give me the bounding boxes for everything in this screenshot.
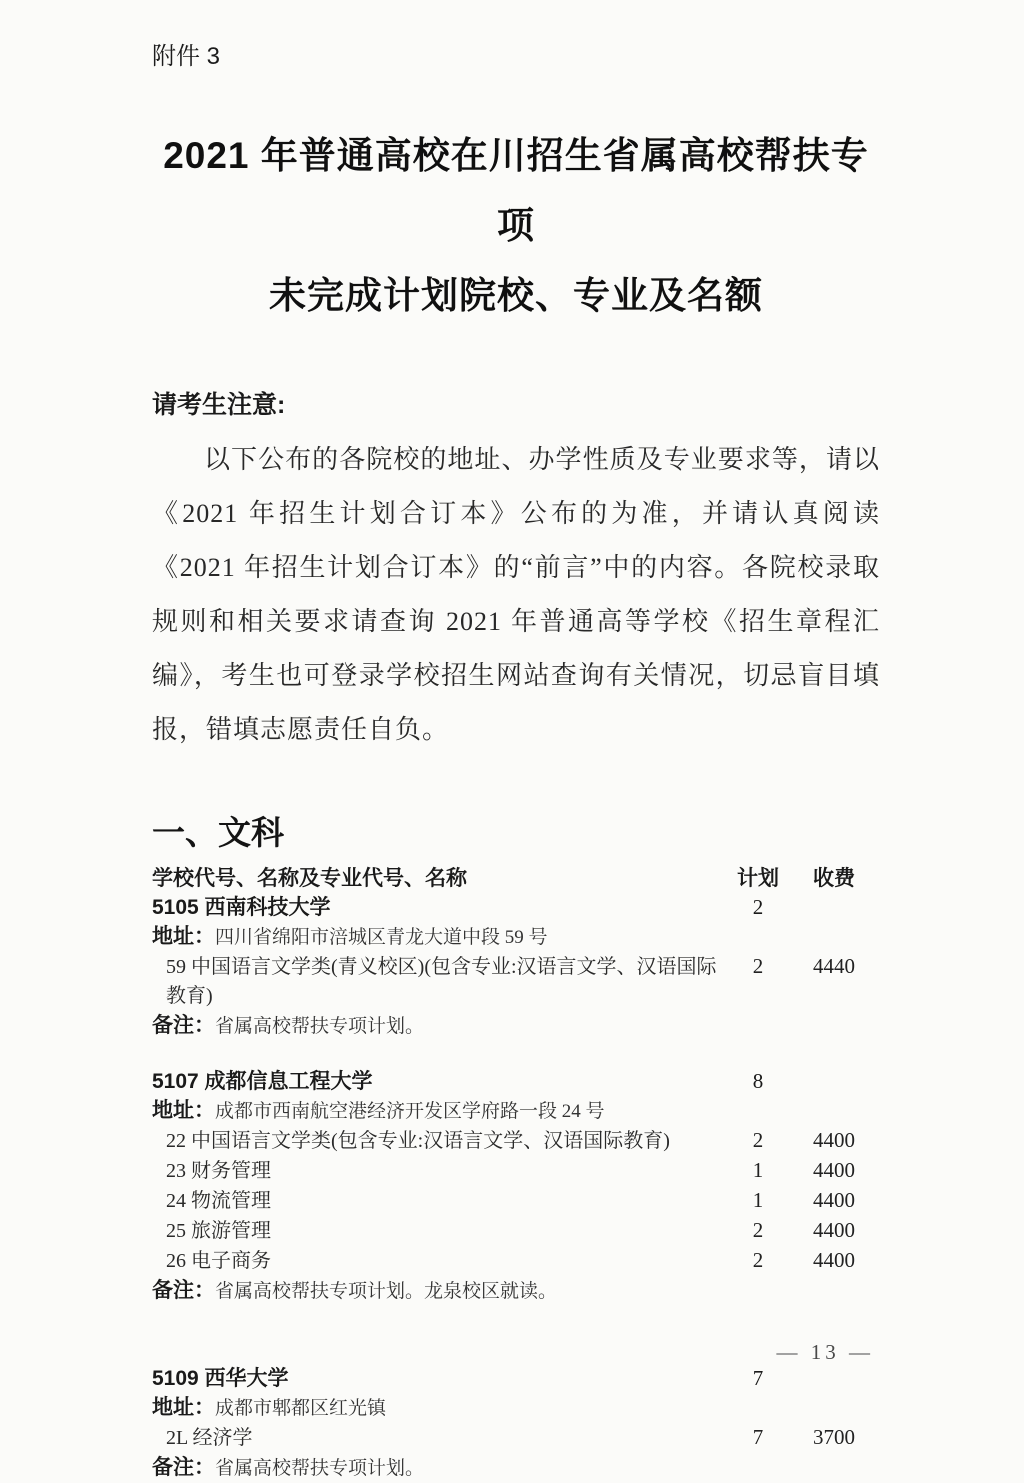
major-name: 电子商务: [191, 1250, 271, 1272]
major-code: 25: [166, 1220, 186, 1242]
major-code: 26: [166, 1250, 186, 1272]
school-row: [152, 893, 880, 922]
note-row: [152, 1453, 880, 1483]
major-plan: 1: [752, 1188, 764, 1212]
school-block-5109: [152, 1364, 880, 1483]
note-row: [152, 1276, 880, 1306]
major-name: 经济学: [192, 1427, 253, 1449]
address-value: 成都市郫都区红光镇: [215, 1398, 387, 1419]
major-name: 中国语言文学类(青义校区)(包含专业:汉语言文学、汉语国际教育): [166, 956, 717, 1007]
document-title-line2: 未完成计划院校、专业及名额: [269, 275, 763, 316]
major-fee: 3700: [813, 1425, 855, 1449]
address-row: [152, 1393, 880, 1423]
major-name: 财务管理: [191, 1160, 271, 1182]
notice-heading: 请考生注意:: [152, 391, 286, 419]
major-fee: 4400: [813, 1158, 855, 1182]
major-fee: 4400: [813, 1188, 855, 1212]
major-code: 24: [166, 1190, 186, 1212]
major-name: 物流管理: [191, 1190, 271, 1212]
address-label: 地址：: [152, 1396, 215, 1419]
major-row: [152, 1423, 880, 1453]
major-row: [152, 1186, 880, 1216]
school-plan-total: 8: [752, 1069, 764, 1093]
address-row: [152, 1096, 880, 1126]
note-label: 备注：: [152, 1279, 215, 1302]
major-row: [152, 1246, 880, 1276]
major-name: 中国语言文学类(包含专业:汉语言文学、汉语国际教育): [191, 1130, 670, 1152]
school-code-name: 5107 成都信息工程大学: [152, 1070, 373, 1093]
major-fee: 4400: [813, 1248, 855, 1272]
table-header-row: [152, 864, 880, 893]
document-title-line1: 2021 年普通高校在川招生省属高校帮扶专项: [163, 135, 869, 246]
address-row: [152, 922, 880, 952]
major-fee: 4400: [813, 1218, 855, 1242]
note-row: [152, 1011, 880, 1041]
column-header-name: 学校代号、名称及专业代号、名称: [152, 867, 467, 890]
major-row: [152, 1216, 880, 1246]
major-plan: 1: [752, 1158, 764, 1182]
major-code: 23: [166, 1160, 186, 1182]
school-block-5105: [152, 893, 880, 1041]
note-value: 省属高校帮扶专项计划。龙泉校区就读。: [215, 1281, 558, 1302]
school-row: [152, 1364, 880, 1393]
column-header-fee: 收费: [813, 867, 855, 890]
school-code-name: 5105 西南科技大学: [152, 896, 331, 919]
notice-paragraph: 以下公布的各院校的地址、办学性质及专业要求等，请以《2021 年招生计划合订本》公布的为准，并请认真阅读《2021 年招生计划合订本》的“前言”中的内容。各院校录取规则和相关要求请查询 2021 年普通高等学校《招生章程汇编》，考生也可登录学校招生网站查询有关情况，切忌盲目填报，错填志愿责任自负。: [152, 445, 880, 744]
major-code: 22: [166, 1130, 186, 1152]
school-block-5107: [152, 1067, 880, 1306]
address-label: 地址：: [152, 925, 215, 948]
address-value: 成都市西南航空港经济开发区学府路一段 24 号: [215, 1101, 605, 1122]
major-plan: 7: [752, 1425, 764, 1449]
major-plan: 2: [752, 1128, 764, 1152]
quota-table: [152, 864, 880, 1483]
note-value: 省属高校帮扶专项计划。: [215, 1458, 425, 1479]
major-row: [152, 1156, 880, 1186]
school-plan-total: 2: [752, 895, 764, 919]
major-plan: 2: [752, 1248, 764, 1272]
major-fee: 4440: [813, 954, 855, 978]
section-heading-liberal-arts: 一、文科: [152, 814, 284, 851]
note-label: 备注：: [152, 1014, 215, 1037]
school-row: [152, 1067, 880, 1096]
school-code-name: 5109 西华大学: [152, 1367, 289, 1390]
major-code: 59: [166, 956, 186, 978]
address-label: 地址：: [152, 1099, 215, 1122]
major-row: [152, 952, 880, 1011]
document-title: [152, 121, 880, 331]
major-plan: 2: [752, 954, 764, 978]
attachment-label: 附件 3: [152, 43, 221, 70]
major-code: 2L: [166, 1427, 188, 1449]
major-plan: 2: [752, 1218, 764, 1242]
address-value: 四川省绵阳市涪城区青龙大道中段 59 号: [215, 927, 548, 948]
note-label: 备注：: [152, 1456, 215, 1479]
major-fee: 4400: [813, 1128, 855, 1152]
column-header-plan: 计划: [737, 867, 779, 890]
major-row: [152, 1126, 880, 1156]
page-number: — 13 —: [776, 1340, 874, 1364]
note-value: 省属高校帮扶专项计划。: [215, 1016, 425, 1037]
school-plan-total: 7: [752, 1366, 764, 1390]
major-name: 旅游管理: [191, 1220, 271, 1242]
